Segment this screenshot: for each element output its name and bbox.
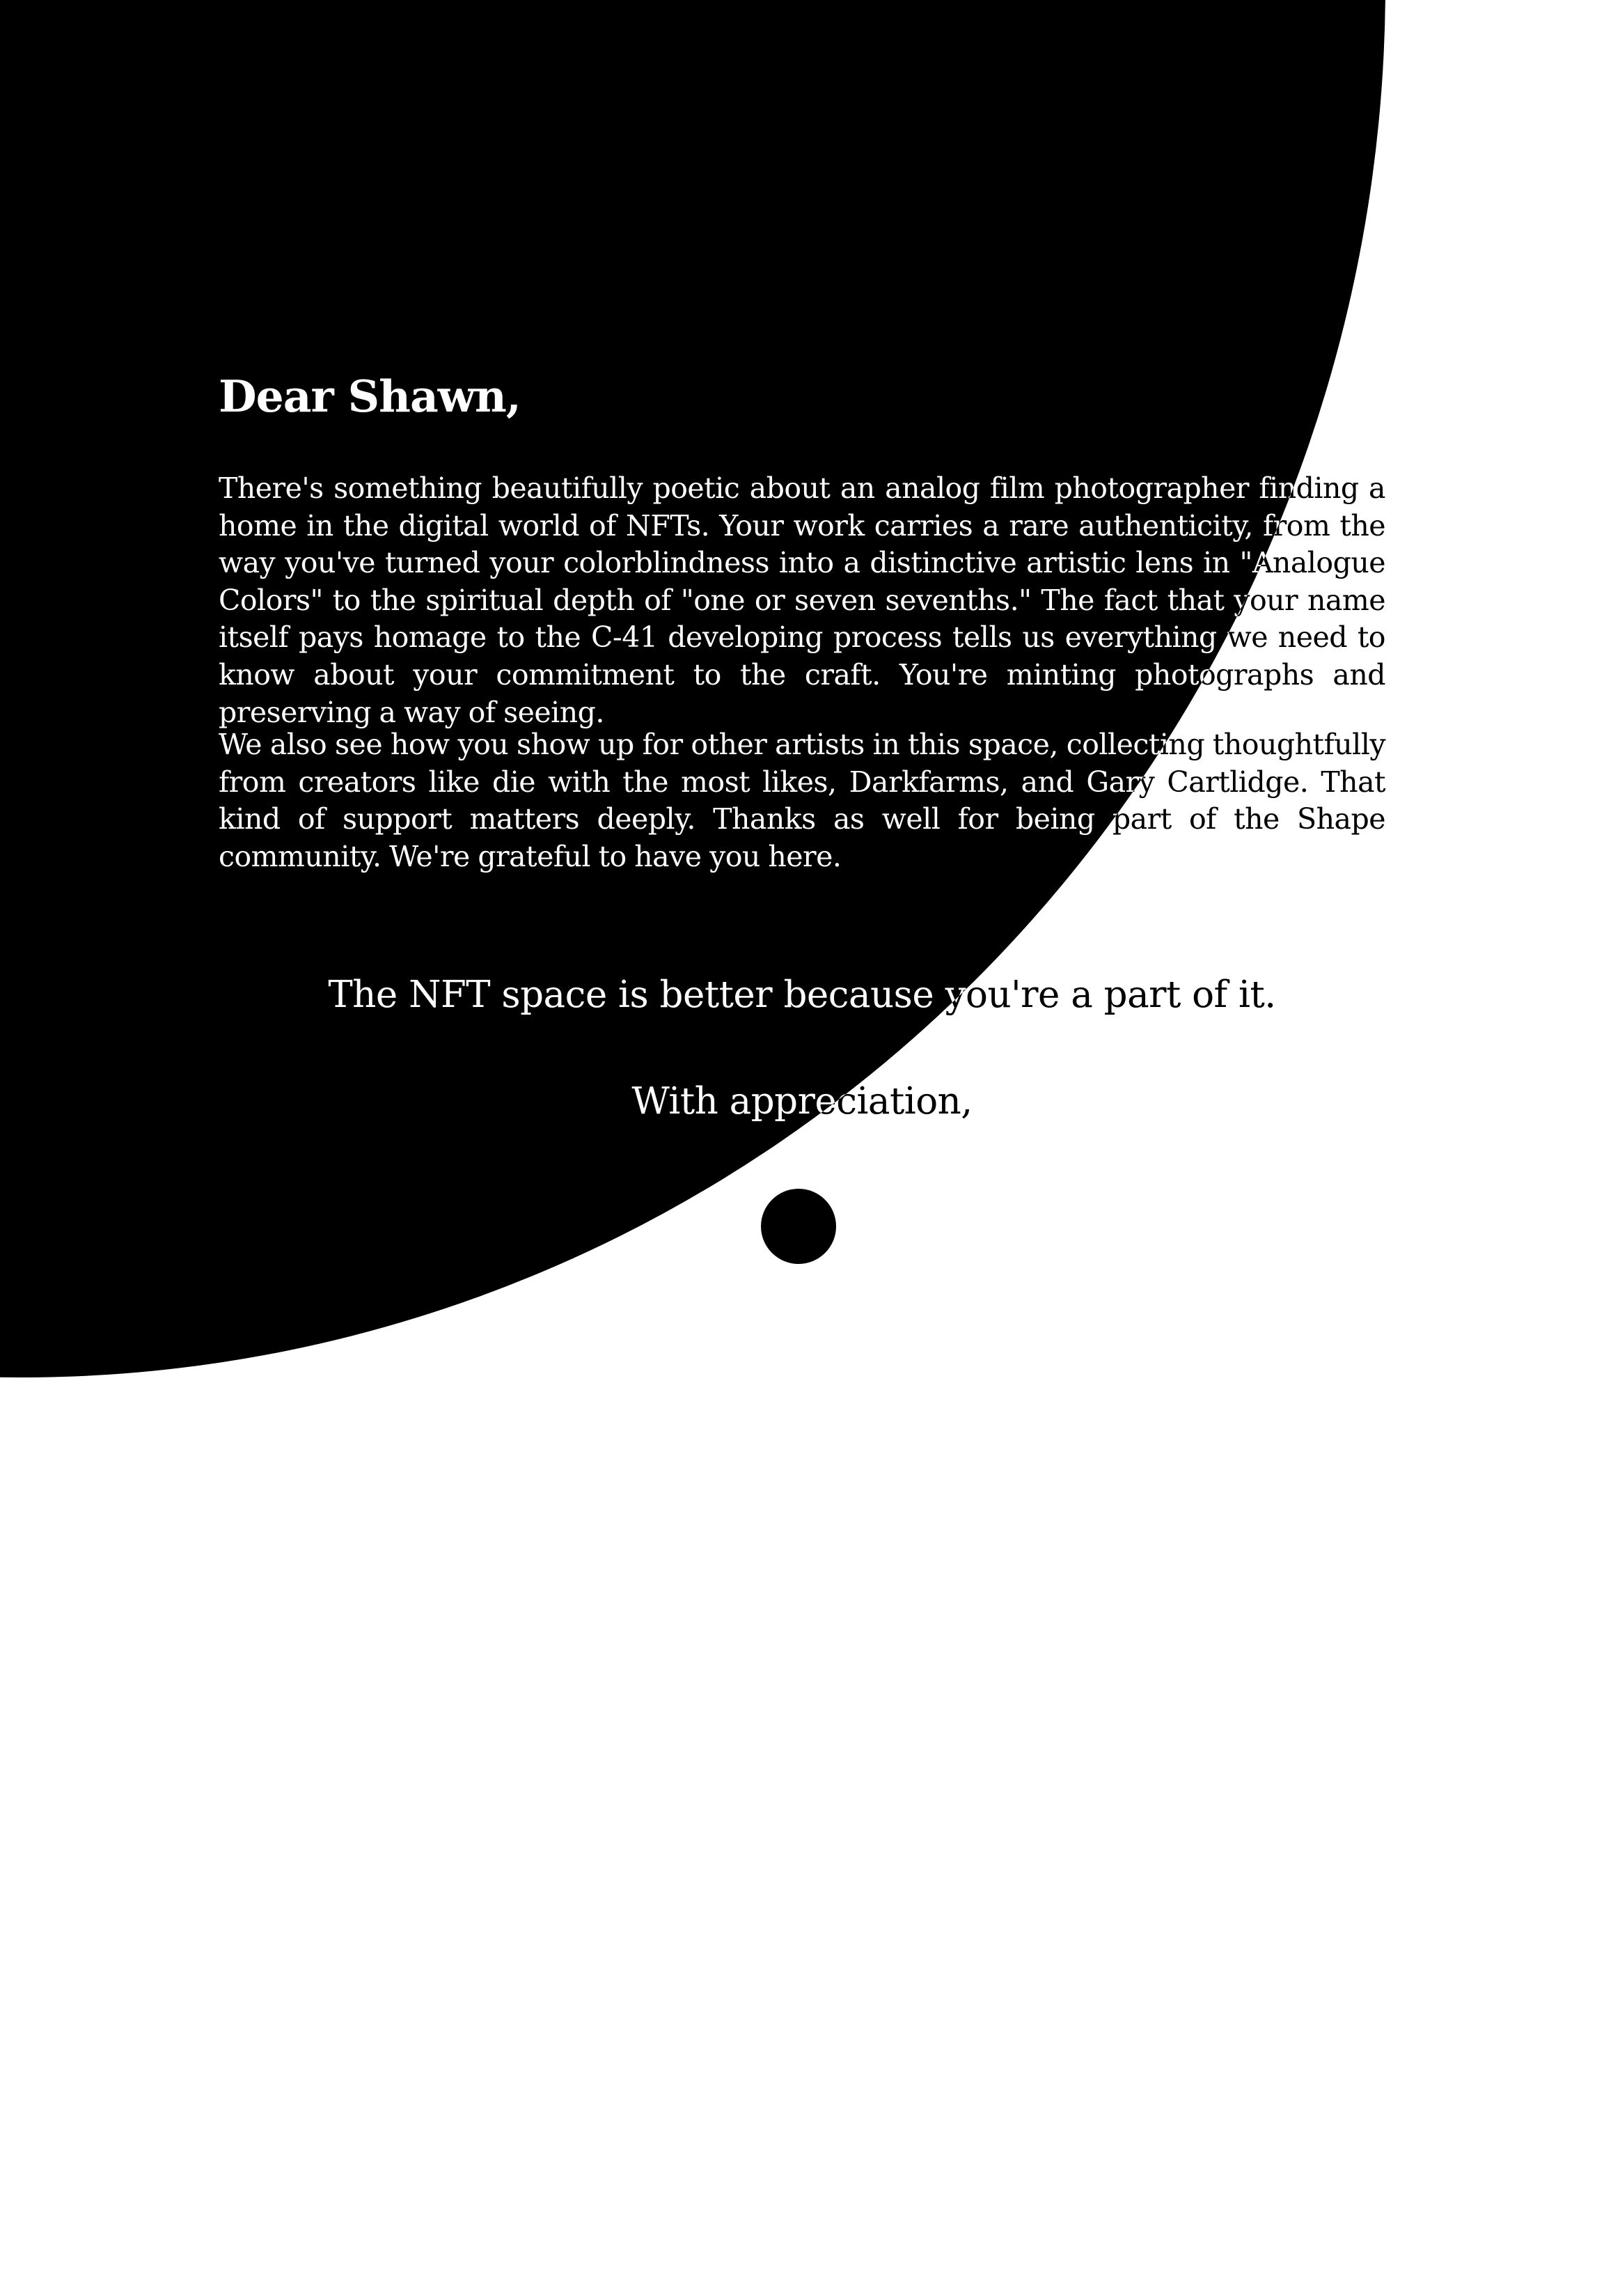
letter-paragraph-2: We also see how you show up for other artists in this space, collecting thoughtfully from creators like die with the most likes, Darkfarms, and Gary Cartlidge. That kind of support matters deeply. Thanks as well for being part of the Shape community. We're grateful to have you here. [219,728,1385,873]
letter-greeting: Dear Shawn, [219,370,521,422]
letter-tagline: The NFT space is better because you're a part of it. [328,974,1276,1016]
letter-closing: With appreciation, [631,1080,973,1123]
letter-paragraph-1: There's something beautifully poetic about an analog film photographer finding a home in the digital world of NFTs. Your work carries a rare authenticity, from the way you've turned your colorblindness into a distinctive artistic lens in "Analogue Colors" to the spiritual depth of "one or seven sevenths." The fact that your name itself pays homage to the C-41 developing process tells us everything we need to know about your commitment to the craft. You're minting photographs and preserving a way of seeing. [219,471,1385,729]
signature-dot [761,1189,836,1264]
